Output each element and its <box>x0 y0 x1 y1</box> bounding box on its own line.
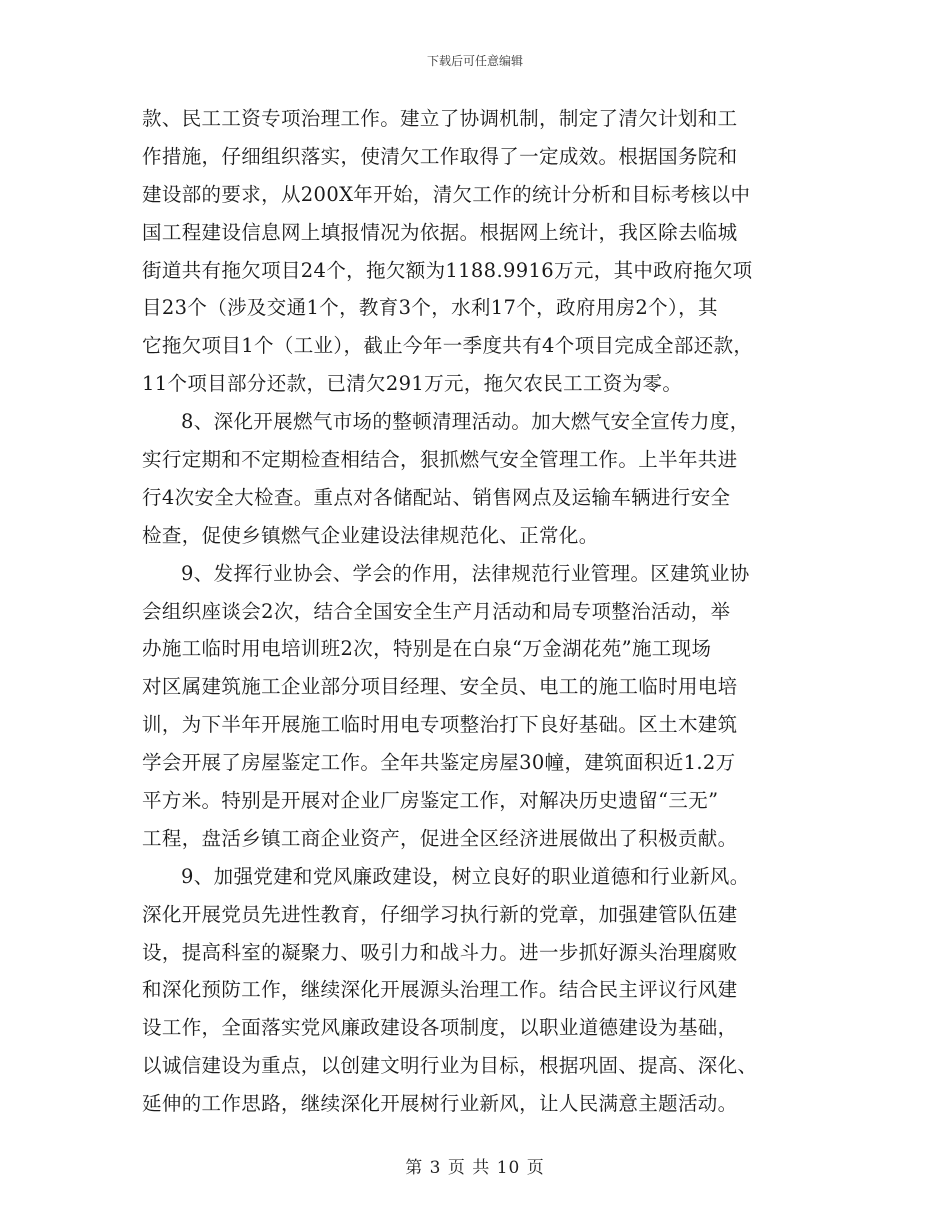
text-line: 设，提高科室的凝聚力、吸引力和战斗力。进一步抓好源头治理腐败 <box>142 940 738 964</box>
text-line: 工程，盘活乡镇工商企业资产，促进全区经济进展做出了积极贡献。 <box>142 826 738 850</box>
text-line: 9、发挥行业协会、学会的作用，法律规范行业管理。区建筑业协 <box>181 561 750 585</box>
text-line: 会组织座谈会2次，结合全国安全生产月活动和局专项整治活动，举 <box>142 599 731 623</box>
text-line: 平方米。特别是开展对企业厂房鉴定工作，对解决历史遗留“三无” <box>142 789 719 813</box>
document-body <box>142 100 812 1123</box>
text-line: 9、加强党建和党风廉政建设，树立良好的职业道德和行业新风。 <box>181 864 750 888</box>
text-line: 国工程建设信息网上填报情况为依据。根据网上统计，我区除去临城 <box>142 220 738 244</box>
page-header: 下载后可任意编辑 <box>426 54 523 68</box>
text-line: 学会开展了房屋鉴定工作。全年共鉴定房屋30幢，建筑面积近1.2万 <box>142 751 736 775</box>
text-line: 街道共有拖欠项目24个，拖欠额为1188.9916万元，其中政府拖欠项 <box>142 258 753 282</box>
text-line: 11个项目部分还款，已清欠291万元，拖欠农民工工资为零。 <box>142 372 683 396</box>
text-line: 对区属建筑施工企业部分项目经理、安全员、电工的施工临时用电培 <box>142 675 738 699</box>
text-line: 建设部的要求，从200X年开始，清欠工作的统计分析和目标考核以中 <box>142 182 751 206</box>
text-line: 深化开展党员先进性教育，仔细学习执行新的党章，加强建管队伍建 <box>142 902 738 926</box>
page-footer: 第 3 页 共 10 页 <box>405 1158 545 1178</box>
text-line: 8、深化开展燃气市场的整顿清理活动。加大燃气安全宣传力度， <box>181 410 750 434</box>
text-line: 作措施，仔细组织落实，使清欠工作取得了一定成效。根据国务院和 <box>142 144 738 168</box>
text-line: 训，为下半年开展施工临时用电专项整治打下良好基础。区土木建筑 <box>142 713 738 737</box>
text-line: 它拖欠项目1个（工业），截止今年一季度共有4个项目完成全部还款， <box>142 334 754 358</box>
text-line: 办施工临时用电培训班2次，特别是在白泉“万金湖花苑”施工现场 <box>142 637 712 661</box>
text-line: 款、民工工资专项治理工作。建立了协调机制，制定了清欠计划和工 <box>142 107 738 130</box>
text-line: 检查，促使乡镇燃气企业建设法律规范化、正常化。 <box>142 523 599 547</box>
text-line: 目23个（涉及交通1个，教育3个，水利17个，政府用房2个），其 <box>142 296 718 320</box>
text-line: 设工作，全面落实党风廉政建设各项制度，以职业道德建设为基础， <box>142 1016 738 1040</box>
text-line: 和深化预防工作，继续深化开展源头治理工作。结合民主评议行风建 <box>142 978 738 1002</box>
text-line: 延伸的工作思路，继续深化开展树行业新风，让人民满意主题活动。 <box>142 1092 738 1116</box>
text-line: 以诚信建设为重点，以创建文明行业为目标，根据巩固、提高、深化、 <box>142 1054 758 1078</box>
text-line: 实行定期和不定期检查相结合，狠抓燃气安全管理工作。上半年共进 <box>142 448 738 472</box>
text-line: 行4次安全大检查。重点对各储配站、销售网点及运输车辆进行安全 <box>142 485 731 509</box>
